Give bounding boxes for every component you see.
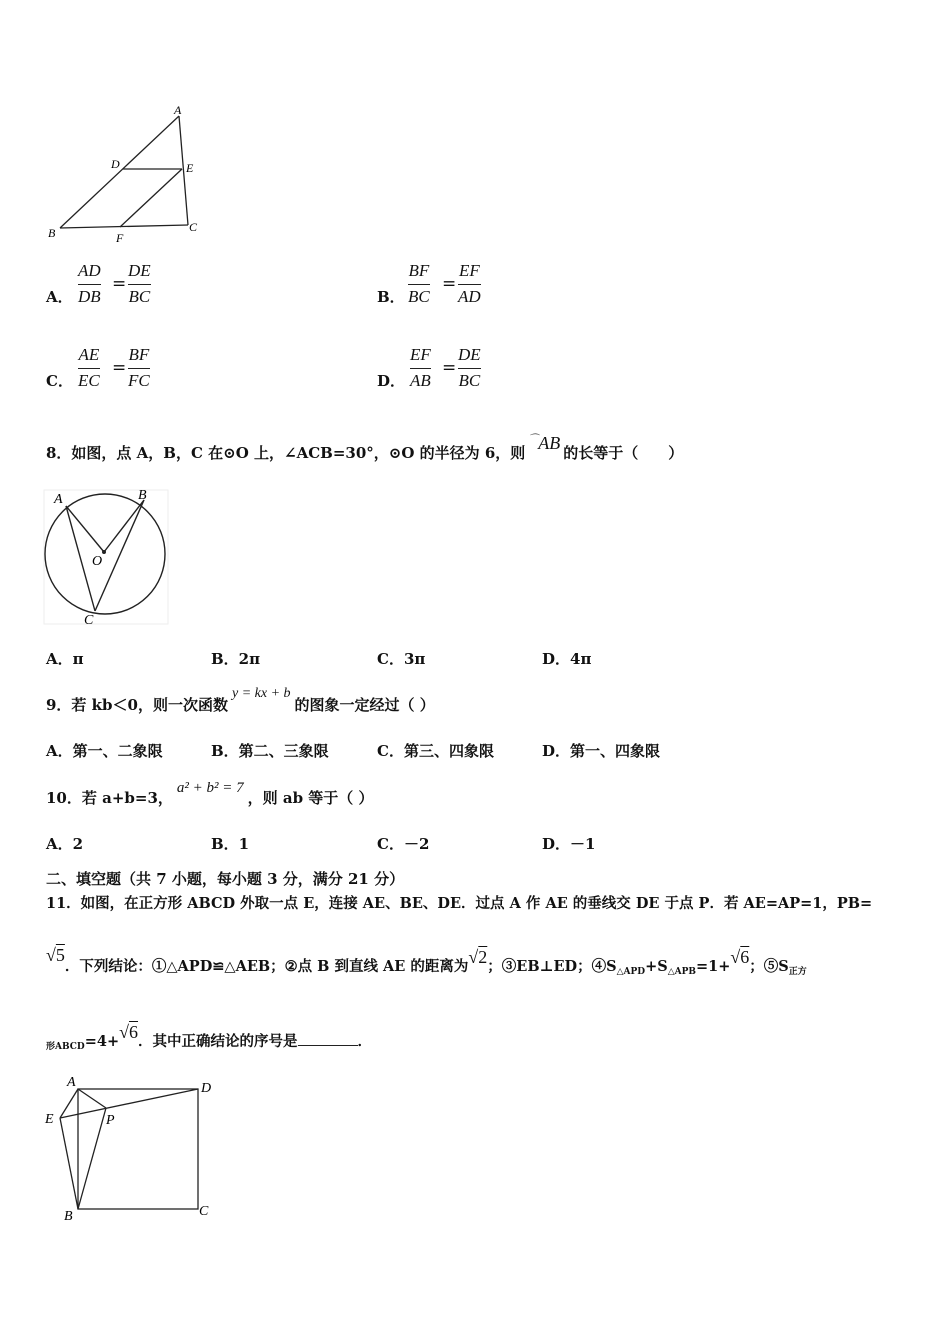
q7-option-b-rhs: [458, 261, 481, 307]
label-C: C: [84, 613, 94, 628]
q11-square-figure: [40, 1070, 230, 1222]
numerator: EF: [458, 261, 480, 280]
denominator: FC: [128, 371, 150, 390]
sqrt5: √5: [46, 945, 65, 965]
label-B: B: [48, 226, 56, 240]
q8-circle-figure: [40, 486, 172, 628]
label-O: O: [92, 554, 103, 569]
q7-option-a-rhs: [128, 261, 151, 307]
numerator: BF: [128, 345, 150, 364]
label-F: F: [116, 231, 124, 245]
q7-option-c-lhs: [78, 345, 100, 391]
q8-option-a: A．π: [46, 650, 84, 668]
q8-option-b: B．2π: [211, 650, 261, 668]
sqrt6: √6: [730, 947, 750, 967]
q8-option-c: C．3π: [377, 650, 426, 668]
q11-line3: $_{形ABCD}$=4+√6．其中正确结论的序号是 ．: [46, 1022, 373, 1052]
q7-option-d-letter: D．: [377, 372, 406, 390]
label-P: P: [106, 1113, 115, 1128]
denominator: BC: [408, 287, 430, 306]
q10-option-d: D．－1: [542, 835, 596, 853]
numerator: DE: [458, 345, 481, 364]
label-C: C: [189, 220, 198, 234]
answer-blank[interactable]: [298, 1033, 358, 1046]
q7-option-d-rhs: [458, 345, 481, 391]
numerator: AE: [78, 345, 100, 364]
denominator: AD: [458, 287, 481, 306]
label-A: A: [54, 492, 63, 507]
q9-option-a: A．第一、二象限: [46, 742, 163, 760]
equals-sign: =: [112, 358, 127, 378]
q9-formula: y = kx + b: [231, 686, 291, 701]
q9-option-d: D．第一、四象限: [542, 742, 661, 760]
q9-option-c: C．第三、四象限: [377, 742, 494, 760]
label-B: B: [64, 1209, 73, 1222]
label-D: D: [201, 1081, 212, 1096]
q7-option-b-lhs: [408, 261, 430, 307]
denominator: BC: [458, 371, 481, 390]
section2-heading: 二、填空题（共 7 小题，每小题 3 分，满分 21 分）: [46, 870, 405, 888]
q8-stem: [46, 433, 684, 463]
q10-text-after: ，则 ab 等于（ ）: [247, 789, 374, 807]
q8-text-before: 8．如图，点 A，B，C 在⊙O 上，∠ACB=30°，⊙O 的半径为 6，则: [46, 444, 526, 462]
q7-option-c-rhs: [128, 345, 150, 391]
label-C: C: [199, 1204, 209, 1219]
label-E: E: [45, 1112, 54, 1127]
q8-option-d: D．4π: [542, 650, 592, 668]
q10-option-b: B．1: [211, 835, 250, 853]
q7-option-a-lhs: [78, 261, 101, 307]
q8-text-after: 的长等于（ ）: [563, 444, 684, 462]
label-D: D: [111, 157, 120, 171]
sqrt6-b: √6: [119, 1022, 139, 1042]
q9-option-b: B．第二、三象限: [211, 742, 329, 760]
q10-stem: [46, 780, 374, 808]
sqrt2: √2: [468, 947, 488, 967]
q11-line1: 11．如图，在正方形 ABCD 外取一点 E，连接 AE、BE、DE．过点 A 作 AE 的垂线交 DE 于点 P．若 AE=AP=1，PB=: [46, 895, 873, 912]
q9-text-before: 9．若 kb＜0，则一次函数: [46, 696, 228, 714]
equals-sign: =: [442, 358, 457, 378]
q10-text-before: 10．若 a+b=3，: [46, 789, 173, 807]
q9-text-after: 的图象一定经过（ ）: [294, 696, 435, 714]
numerator: AD: [78, 261, 101, 280]
q11-line2: √5．下列结论：①△APD≌△AEB；②点 B 到直线 AE 的距离为√2；③EB⊥ED；$④S_{\triangle APD}+S_{\triangle APB}=1+√6$；$⑤S_{正方}$: [46, 945, 807, 977]
equals-sign: =: [112, 274, 127, 294]
denominator: AB: [410, 371, 431, 390]
label-A: A: [174, 103, 182, 117]
q7-triangle-figure: [40, 100, 210, 250]
q7-option-a-letter: A．: [46, 288, 73, 306]
q7-option-b-letter: B．: [377, 288, 405, 306]
numerator: EF: [410, 345, 431, 364]
denominator: BC: [128, 287, 151, 306]
numerator: BF: [408, 261, 430, 280]
q10-option-a: A．2: [46, 835, 84, 853]
label-B: B: [138, 488, 147, 503]
equals-sign: =: [442, 274, 457, 294]
denominator: EC: [78, 371, 100, 390]
numerator: DE: [128, 261, 151, 280]
q10-formula: a² + b² = 7: [176, 780, 244, 796]
denominator: DB: [78, 287, 101, 306]
label-E: E: [186, 161, 194, 175]
q10-option-c: C．－2: [377, 835, 430, 853]
q8-arc-ab: ⌒AB: [528, 433, 561, 453]
q7-option-c-letter: C．: [46, 372, 73, 390]
label-A: A: [67, 1075, 76, 1090]
q7-option-d-lhs: [410, 345, 431, 391]
q9-stem: [46, 686, 435, 715]
